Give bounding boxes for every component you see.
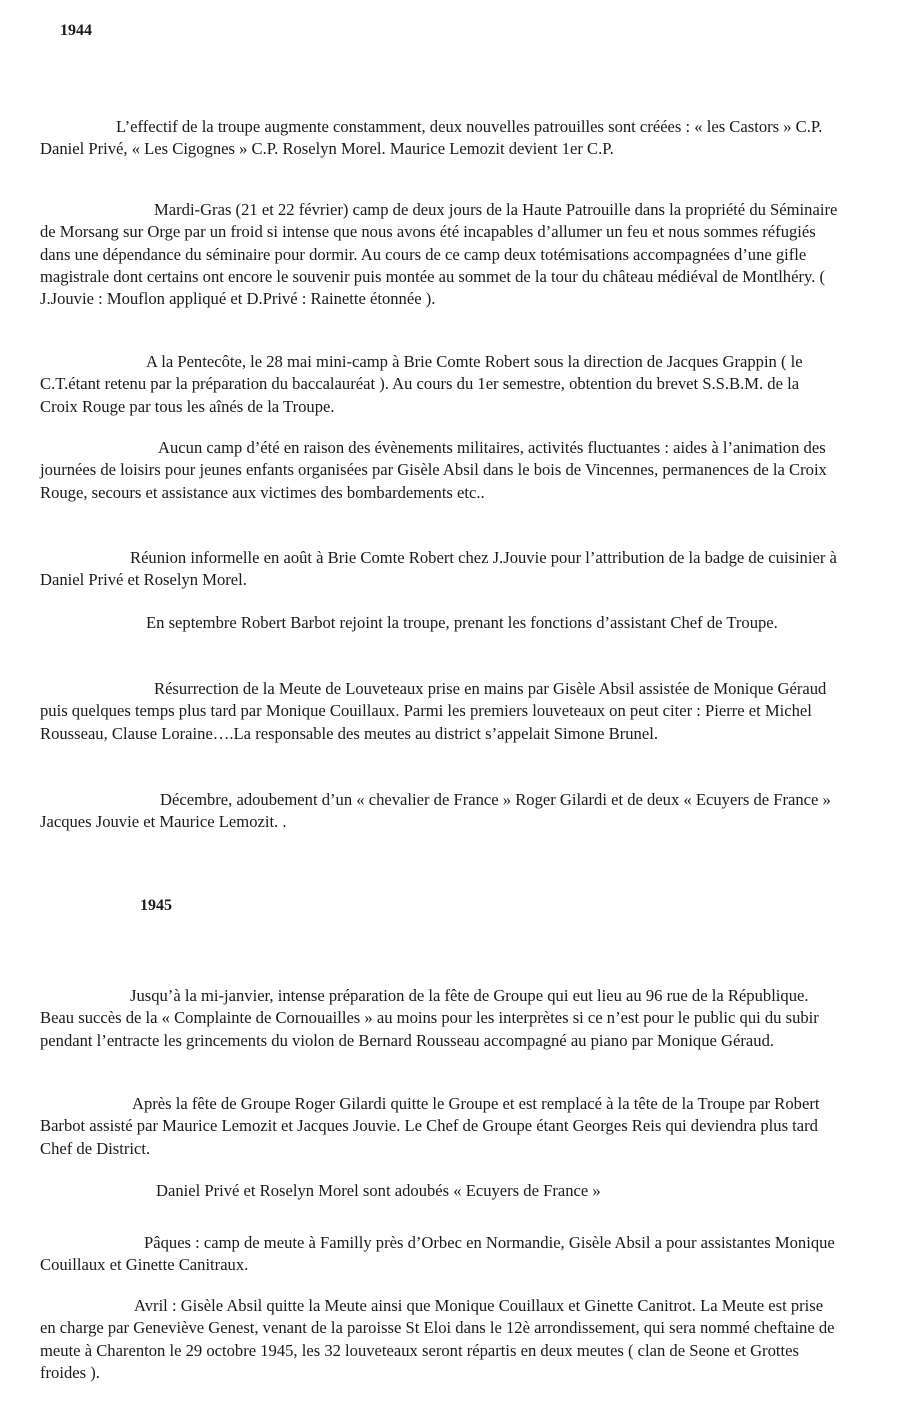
paragraph-1944-5: Réunion informelle en août à Brie Comte Robert chez J.Jouvie pour l’attribution de la badge de cuisinier à Daniel Privé et Roselyn Morel. bbox=[40, 548, 837, 590]
paragraph-1944-7: Résurrection de la Meute de Louveteaux prise en mains par Gisèle Absil assistée de Monique Géraud puis quelques temps plus tard par Monique Couillaux. Parmi les premiers louveteaux on peut citer : Pierre et Michel Rousseau, Clause Loraine….La responsable des meutes au district s’appelait Simone Brunel. bbox=[40, 679, 827, 743]
paragraph-1944-2: Mardi-Gras (21 et 22 février) camp de deux jours de la Haute Patrouille dans la propriété du Séminaire de Morsang sur Orge par un froid si intense que nous avons été incapables d’allumer un feu et nous sommes réfugiés dans une dépendance du séminaire pour dormir. Au cours de ce camp deux totémisations accompagnées d’une gifle magistrale dont certains ont encore le souvenir puis montée au sommet de la tour du château médiéval de Montlhéry. ( J.Jouvie : Mouflon appliqué et D.Privé : Rainette étonnée ). bbox=[40, 200, 838, 309]
paragraph-1945-1: Jusqu’à la mi-janvier, intense préparation de la fête de Groupe qui eut lieu au 96 rue de la République. Beau succès de la « Complainte de Cornouailles » au moins pour les interprètes si ce n’est pour le public qui du subir pendant l’entracte les grincements du violon de Bernard Rousseau accompagné au piano par Monique Géraud. bbox=[40, 986, 819, 1050]
paragraph-1945-5: Avril : Gisèle Absil quitte la Meute ainsi que Monique Couillaux et Ginette Canitrot. La Meute est prise en charge par Geneviève Genest, venant de la paroisse St Eloi dans le 12è arrondissement, qui sera nommé cheftaine de meute à Charenton le 29 octobre 1945, les 32 louveteaux seront répartis en deux meutes ( clan de Seone et Grottes froides ). bbox=[40, 1296, 835, 1382]
paragraph-1944-4: Aucun camp d’été en raison des évènements militaires, activités fluctuantes : aides à l’animation des journées de loisirs pour jeunes enfants organisées par Gisèle Absil dans le bois de Vincennes, permanences de la Croix Rouge, secours et assistance aux victimes des bombardements etc.. bbox=[40, 438, 827, 502]
paragraph-1944-3: A la Pentecôte, le 28 mai mini-camp à Brie Comte Robert sous la direction de Jacques Grappin ( le C.T.étant retenu par la préparation du baccalauréat ). Au cours du 1er semestre, obtention du brevet S.S.B.M. de la Croix Rouge par tous les aînés de la Troupe. bbox=[40, 352, 803, 416]
paragraph-1945-3: Daniel Privé et Roselyn Morel sont adoubés « Ecuyers de France » bbox=[156, 1181, 601, 1200]
year-heading-1944: 1944 bbox=[60, 22, 92, 39]
paragraph-1945-4: Pâques : camp de meute à Familly près d’Orbec en Normandie, Gisèle Absil a pour assistantes Monique Couillaux et Ginette Canitraux. bbox=[40, 1233, 835, 1275]
paragraph-1944-6: En septembre Robert Barbot rejoint la troupe, prenant les fonctions d’assistant Chef de Troupe. bbox=[146, 613, 778, 632]
paragraph-1944-8: Décembre, adoubement d’un « chevalier de France » Roger Gilardi et de deux « Ecuyers de France » Jacques Jouvie et Maurice Lemozit. . bbox=[40, 790, 831, 832]
paragraph-1944-1: L’effectif de la troupe augmente constamment, deux nouvelles patrouilles sont créées : « les Castors » C.P. Daniel Privé, « Les Cigognes » C.P. Roselyn Morel. Maurice Lemozit devient 1er C.P. bbox=[40, 117, 823, 159]
year-heading-1945: 1945 bbox=[140, 897, 172, 914]
paragraph-1945-2: Après la fête de Groupe Roger Gilardi quitte le Groupe et est remplacé à la tête de la Troupe par Robert Barbot assisté par Maurice Lemozit et Jacques Jouvie. Le Chef de Groupe étant Georges Reis qui deviendra plus tard Chef de District. bbox=[40, 1094, 820, 1158]
